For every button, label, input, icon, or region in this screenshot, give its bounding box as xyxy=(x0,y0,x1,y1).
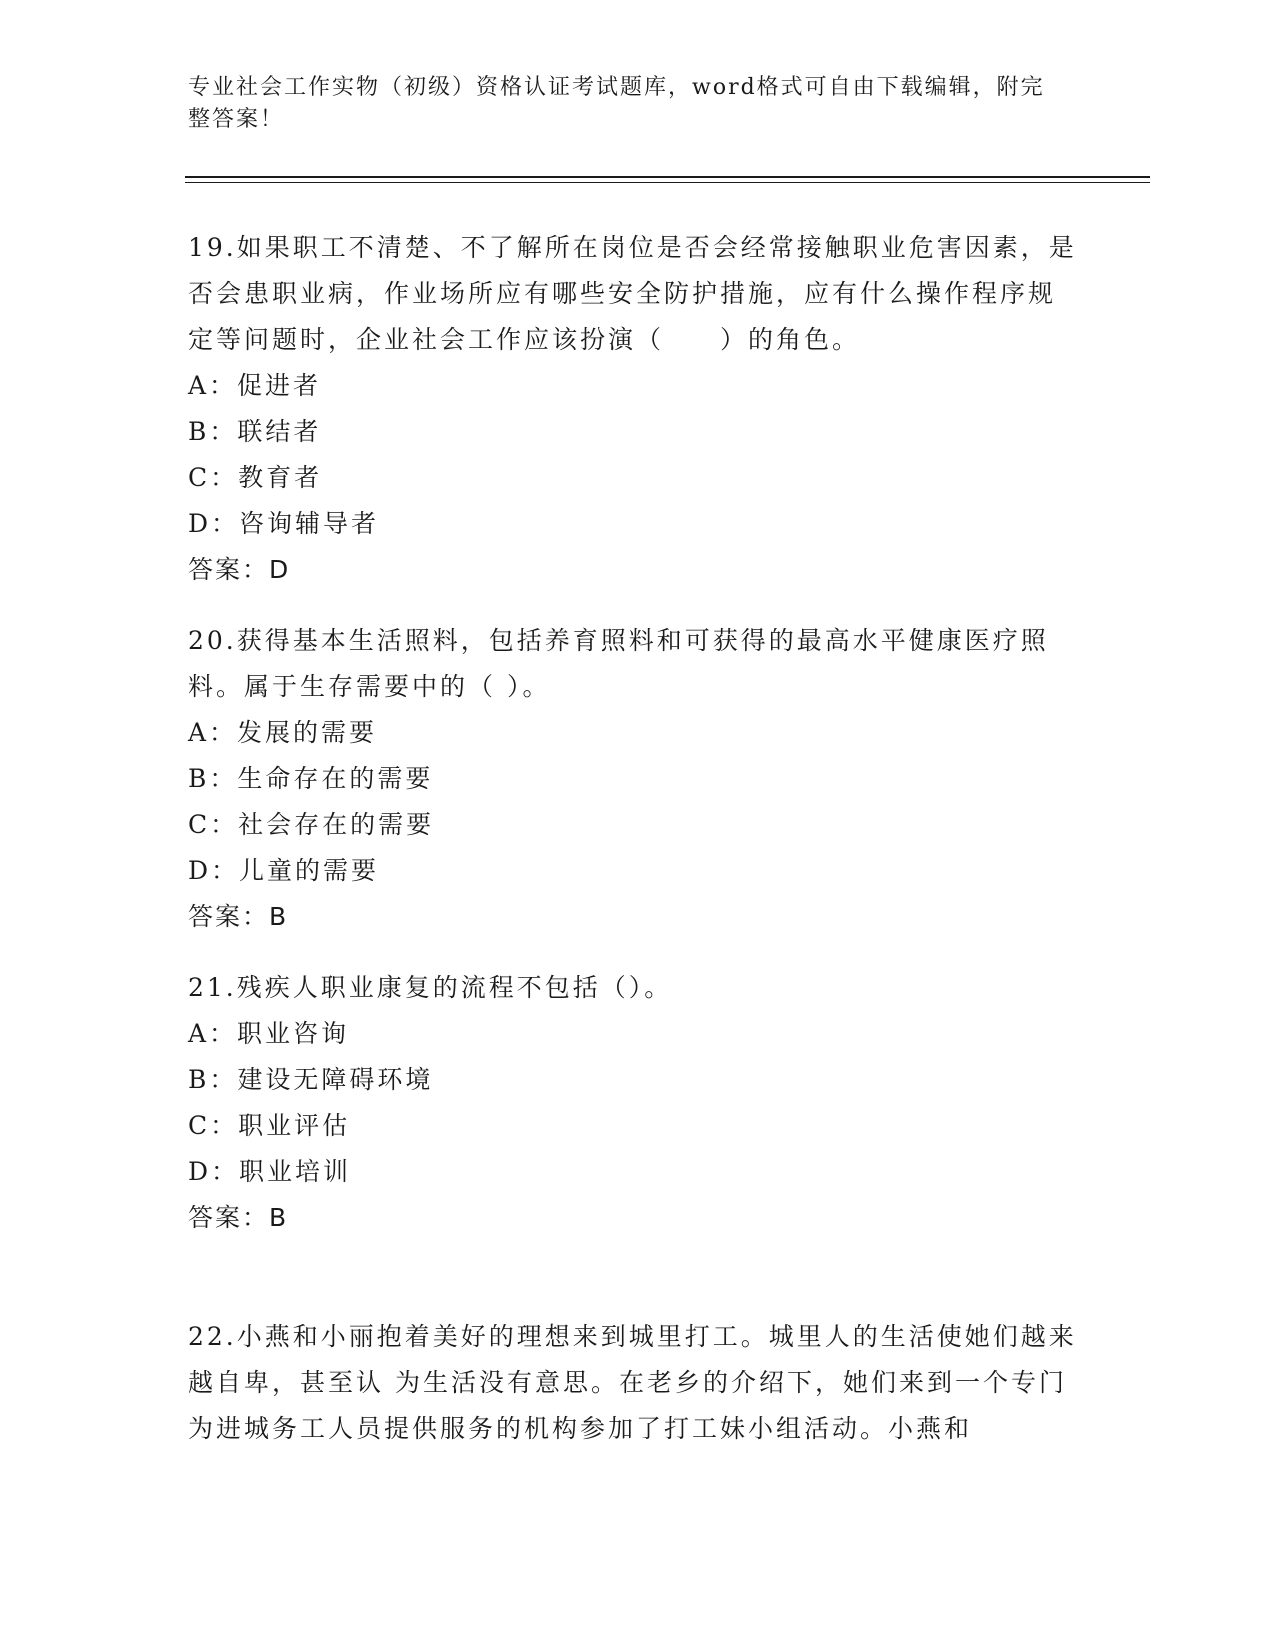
option-a: A：发展的需要 xyxy=(188,718,378,747)
option-b: B：建设无障碍环境 xyxy=(188,1065,434,1094)
header-divider-thin xyxy=(185,182,1150,183)
answer: 答案：B xyxy=(188,902,289,931)
option-a: A：职业咨询 xyxy=(188,1019,350,1048)
question-22 xyxy=(188,1314,1078,1452)
option-c: C：职业评估 xyxy=(188,1111,351,1140)
header-divider-thick xyxy=(185,176,1150,178)
question-stem: 22.小燕和小丽抱着美好的理想来到城里打工。城里人的生活使她们越来越自卑，甚至认 为生活没有意思。在老乡的介绍下，她们来到一个专门为进城务工人员提供服务的机构参加了打工妹小组活动。小燕和 xyxy=(188,1322,1077,1443)
question-19 xyxy=(188,225,1078,593)
question-stem: 20.获得基本生活照料，包括养育照料和可获得的最高水平健康医疗照料。属于生存需要中的（ ）。 xyxy=(188,626,1049,701)
option-c: C：社会存在的需要 xyxy=(188,810,435,839)
option-b: B：联结者 xyxy=(188,417,322,446)
option-c: C：教育者 xyxy=(188,463,323,492)
question-stem: 21.残疾人职业康复的流程不包括（）。 xyxy=(188,973,673,1002)
question-21 xyxy=(188,965,1078,1241)
answer: 答案：B xyxy=(188,1203,289,1232)
option-d: D：职业培训 xyxy=(188,1157,352,1186)
option-d: D：咨询辅导者 xyxy=(188,509,380,538)
option-d: D：儿童的需要 xyxy=(188,856,380,885)
option-b: B：生命存在的需要 xyxy=(188,764,434,793)
document-header: 专业社会工作实物（初级）资格认证考试题库，word格式可自由下载编辑，附完整答案！ xyxy=(188,75,1045,132)
question-stem: 19.如果职工不清楚、不了解所在岗位是否会经常接触职业危害因素，是否会患职业病，作业场所应有哪些安全防护措施，应有什么操作程序规定等问题时，企业社会工作应该扮演（ ）的角色。 xyxy=(188,233,1077,354)
option-a: A：促进者 xyxy=(188,371,322,400)
answer: 答案：D xyxy=(188,555,291,584)
question-20 xyxy=(188,618,1078,940)
